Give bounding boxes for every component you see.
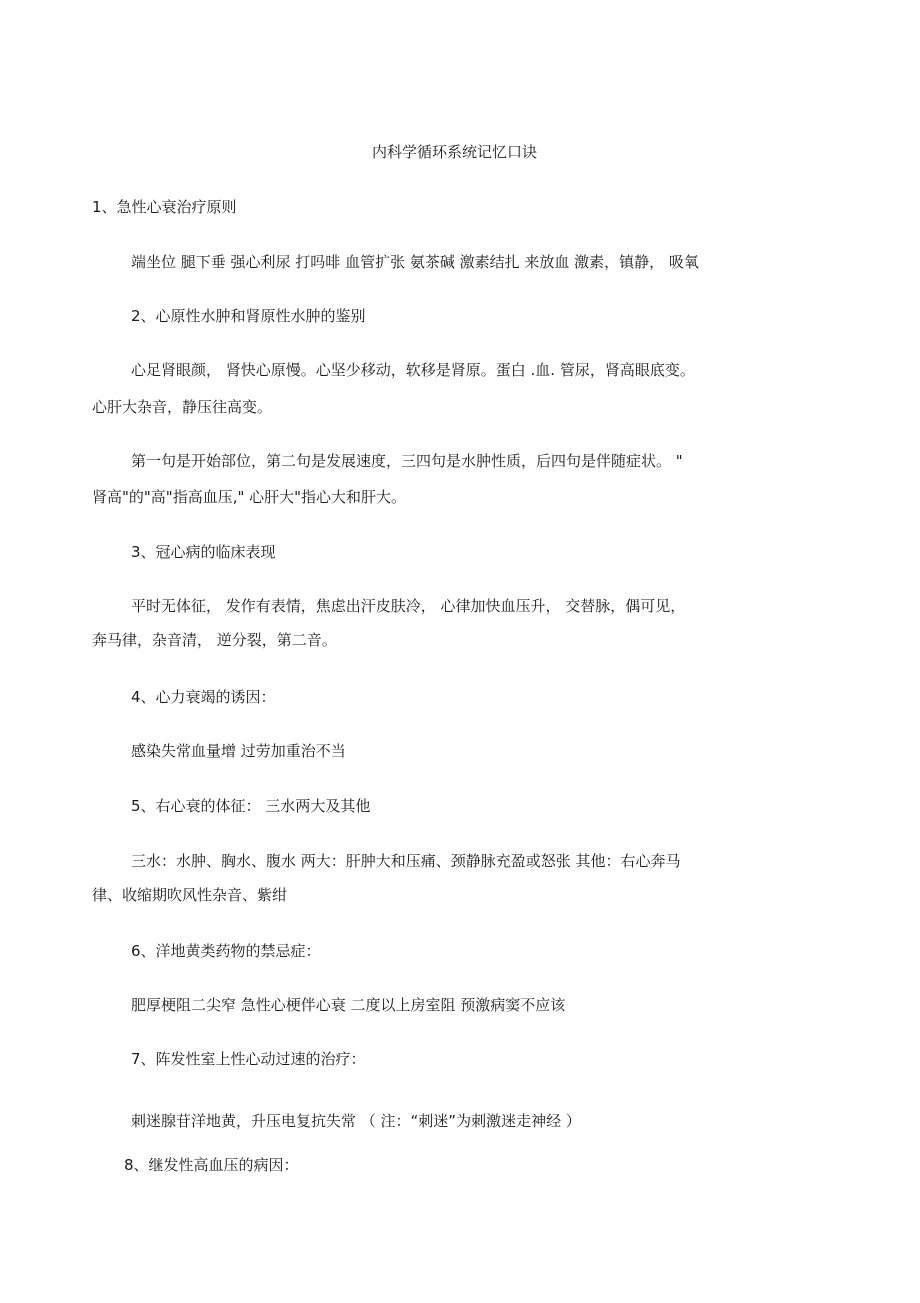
section-heading: 6、洋地黄类药物的禁忌症： [131,942,321,960]
section-line: 奔马律，杂音清， 逆分裂，第二音。 [92,631,337,649]
section-line: 律、收缩期吹风性杂音、紫绀 [92,886,288,904]
section-line: 心肝大杂音，静压往高变。 [92,398,273,416]
section-line: 第一句是开始部位，第二句是发展速度，三四句是水肿性质，后四句是伴随症状。 " [131,452,683,470]
section-line: 感染失常血量增 过劳加重治不当 [131,742,346,760]
section-line: 心足肾眼颜， 肾快心原慢。心坚少移动，软移是肾原。蛋白 .血. 管尿，肾高眼底变。 [131,361,695,379]
section-heading: 7、阵发性室上性心动过速的治疗： [131,1050,366,1068]
section-line: 端坐位 腿下垂 强心利尿 打吗啡 血管扩张 氨茶碱 激素结扎 来放血 激素，镇静， 吸氧 [131,253,699,271]
section-line: 三水：水肿、胸水、腹水 两大：肝肿大和压痛、颈静脉充盈或怒张 其他：右心奔马 [131,852,681,870]
section-heading: 1、急性心衰治疗原则 [92,198,237,216]
section-heading: 2、心原性水肿和肾原性水肿的鉴别 [131,307,366,325]
section-line: 肥厚梗阻二尖窄 急性心梗伴心衰 二度以上房室阻 预激病窦不应该 [131,996,566,1014]
section-heading: 5、右心衰的体征： 三水两大及其他 [131,797,371,815]
section-heading: 3、冠心病的临床表现 [131,543,276,561]
section-heading: 8、继发性高血压的病因： [124,1156,299,1174]
section-line: 肾高"的"高"指高血压," 心肝大"指心大和肝大。 [92,488,407,506]
section-line: 平时无体征， 发作有表情，焦虑出汗皮肤冷， 心律加快血压升， 交替脉，偶可见， [131,597,686,615]
document-title: 内科学循环系统记忆口诀 [372,143,538,161]
section-line: 刺迷腺苷洋地黄，升压电复抗失常 （ 注：“刺迷”为刺激迷走神经 ） [131,1112,581,1130]
section-heading: 4、心力衰竭的诱因： [131,688,276,706]
